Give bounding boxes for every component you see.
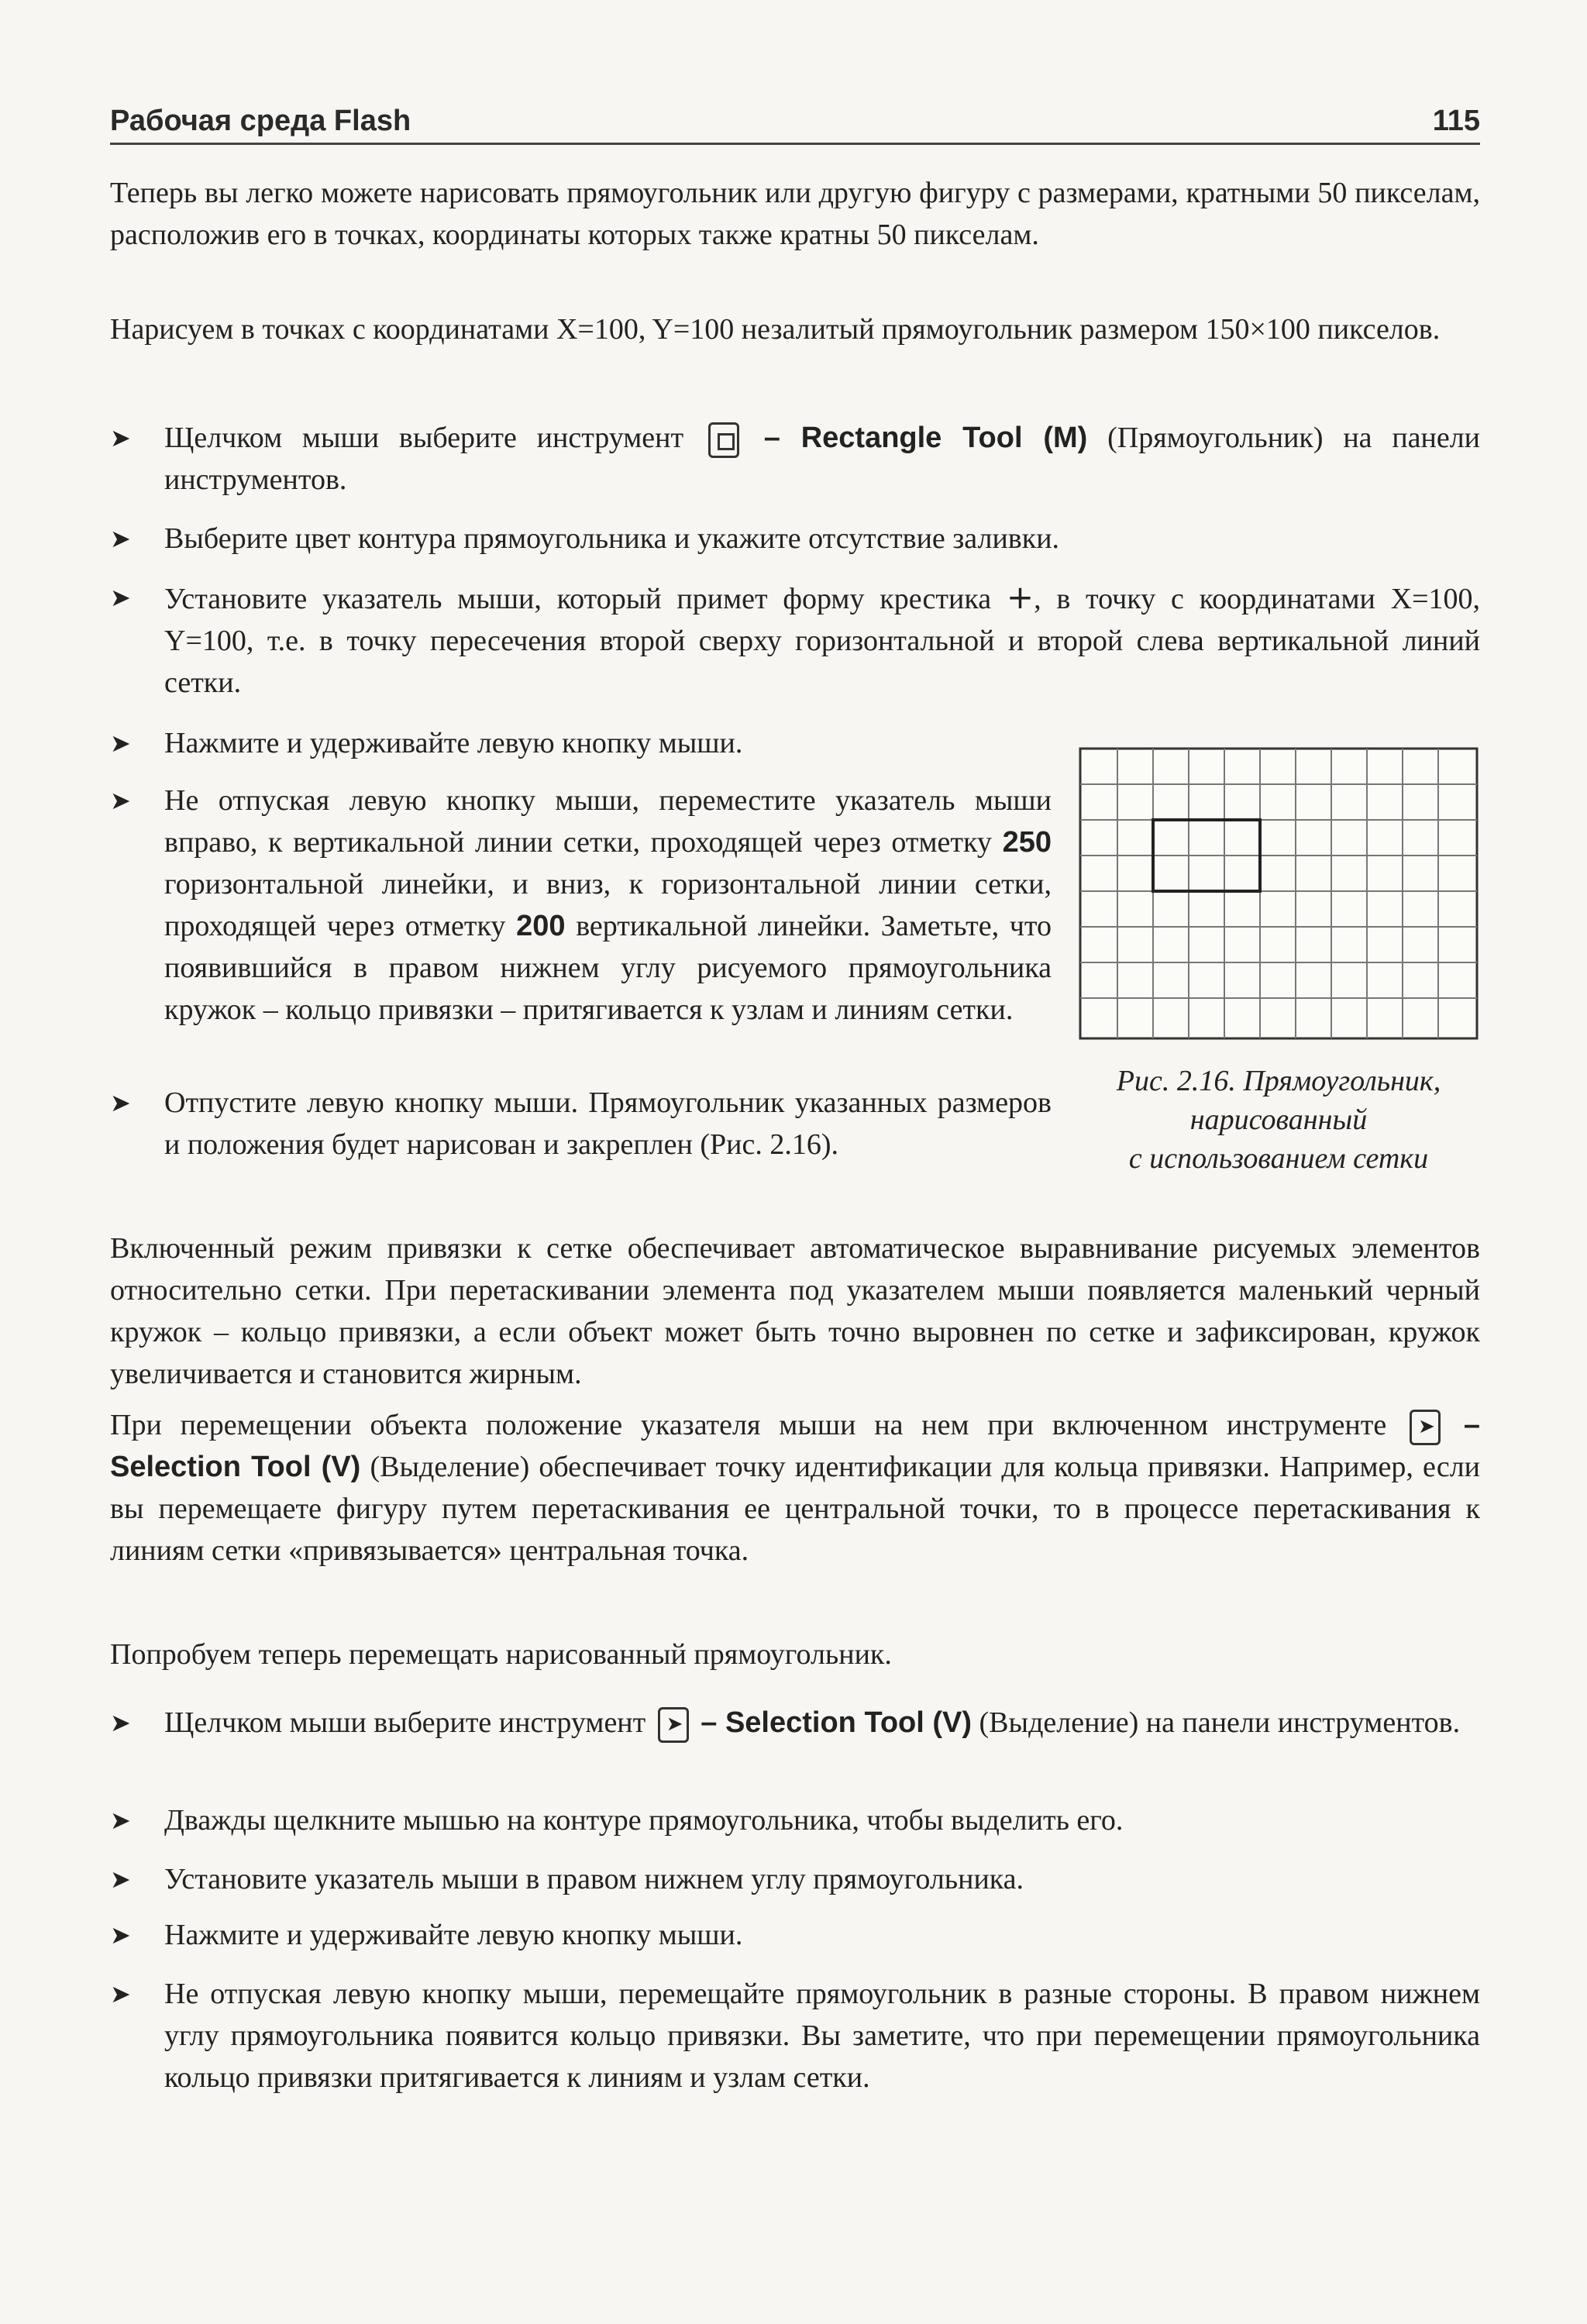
step-text: Установите указатель мыши в правом нижнем углу прямоугольника. — [164, 1863, 1024, 1895]
list-item — [110, 518, 1480, 559]
crosshair-icon: + — [1006, 578, 1034, 616]
selection-tool-icon: ➤ — [1410, 1410, 1441, 1445]
step-text: Дважды щелкните мышью на контуре прямоугольника, чтобы выделить его. — [164, 1804, 1124, 1837]
step-text: Отпустите левую кнопку мыши. Прямоугольник указанных размеров и положения будет нарисован и закреплен (Рис. 2.16). — [164, 1086, 1052, 1161]
selection-tool-icon: ➤ — [658, 1707, 689, 1743]
paragraph-task: Нарисуем в точках с координатами X=100, Y=100 незалитый прямоугольник размером 150×100 пикселов. — [110, 313, 1441, 346]
list-item — [110, 1082, 1052, 1165]
grid-border — [1080, 749, 1477, 1038]
caption-line: нарисованный — [1189, 1103, 1368, 1136]
page-number: 115 — [1432, 105, 1480, 137]
bullet-arrow-icon: ➤ — [110, 1920, 131, 1950]
ruler-mark: 250 — [1002, 826, 1052, 859]
tool-name: – Selection Tool (V) — [110, 1409, 1480, 1483]
bullet-arrow-icon: ➤ — [110, 786, 131, 815]
bullet-arrow-icon: ➤ — [110, 1088, 131, 1117]
step-text: Выберите цвет контура прямоугольника и укажите отсутствие заливки. — [164, 522, 1060, 555]
bullet-arrow-icon: ➤ — [110, 1864, 131, 1894]
list-item — [110, 1973, 1480, 2098]
list-item — [110, 577, 1480, 704]
caption-line: Рис. 2.16. Прямоугольник, — [1116, 1065, 1441, 1097]
running-header — [110, 99, 1480, 145]
bullet-arrow-icon: ➤ — [110, 1979, 131, 2009]
list-item — [110, 417, 1480, 501]
tool-name: – Selection Tool (V) — [701, 1706, 973, 1739]
bullet-arrow-icon: ➤ — [110, 423, 131, 453]
list-item — [110, 1914, 1480, 1956]
step-text: Нажмите и удерживайте левую кнопку мыши. — [164, 727, 743, 759]
tool-name: – Rectangle Tool (M) — [763, 422, 1088, 454]
paragraph-snap: Включенный режим привязки к сетке обеспечивает автоматическое выравнивание рисуемых элементов относительно сетки. При перетаскивании элемента под указателем мыши появляется маленький черный кружок – кольцо привязки, а если объект может быть точно выровнен по сетке и зафиксирован, кружок увеличивается и становится жирным. — [110, 1232, 1480, 1390]
paragraph-try: Попробуем теперь перемещать нарисованный прямоугольник. — [110, 1638, 892, 1671]
bullet-arrow-icon: ➤ — [110, 1806, 131, 1835]
bullet-arrow-icon: ➤ — [110, 728, 131, 758]
list-item — [110, 1799, 1480, 1841]
bullet-arrow-icon: ➤ — [110, 524, 131, 553]
step-text: , в точку с координатами X=100, Y=100, т.е. в точку пересечения второй сверху горизонтальной и второй слева вертикальной линий сетки. — [164, 583, 1481, 699]
bullet-arrow-icon: ➤ — [110, 583, 131, 612]
step-text: (Прямоугольник) на панели инструментов. — [164, 422, 1481, 496]
paragraph-text: При перемещении объекта положение указателя мыши на нем при включенном инструменте — [110, 1409, 1387, 1441]
step-text: Не отпуская левую кнопку мыши, переместите указатель мыши вправо, к вертикальной линии сетки, проходящей через отметку — [164, 784, 1052, 859]
step-text: Установите указатель мыши, который примет форму крестика — [164, 583, 992, 615]
step-text: горизонтальной линейки, и вниз, к горизонтальной линии сетки, проходящей через отметку — [164, 868, 1052, 942]
paragraph-selection — [110, 1404, 1480, 1572]
step-text: вертикальной линейки. Заметьте, что появившийся в правом нижнем углу рисуемого прямоугольника кружок – кольцо привязки – притягивается к узлам и линиям сетки. — [164, 910, 1052, 1026]
step-text: Нажмите и удерживайте левую кнопку мыши. — [164, 1919, 743, 1951]
caption-line: с использованием сетки — [1128, 1142, 1429, 1175]
list-item — [110, 1858, 1480, 1900]
paragraph-intro: Теперь вы легко можете нарисовать прямоугольник или другую фигуру с размерами, кратными 50 пикселам, расположив его в точках, координаты которых также кратны 50 пикселам. — [110, 177, 1480, 251]
header-title: Рабочая среда Flash — [110, 105, 411, 137]
step-text: (Выделение) на панели инструментов. — [979, 1706, 1461, 1739]
list-item — [110, 780, 1052, 1031]
bullet-arrow-icon: ➤ — [110, 1708, 131, 1737]
list-item — [110, 722, 1052, 764]
step-text: Щелчком мыши выберите инструмент — [164, 1706, 646, 1739]
rectangle-tool-icon — [708, 422, 739, 458]
ruler-mark: 200 — [516, 910, 566, 942]
paragraph-text: (Выделение) обеспечивает точку идентификации для кольца привязки. Например, если вы перемещаете фигуру путем перетаскивания ее центральной точки, то в процессе перетаскивания к линиям сетки «привязывается» центральная точка. — [110, 1451, 1481, 1567]
figure-caption — [1063, 1062, 1494, 1178]
step-text: Не отпуская левую кнопку мыши, перемещайте прямоугольник в разные стороны. В правом нижнем углу прямоугольника появится кольцо привязки. Вы заметите, что при перемещении прямоугольника кольцо привязки притягивается к линиям и узлам сетки. — [164, 1978, 1480, 2094]
list-item — [110, 1702, 1480, 1744]
grid-figure — [1079, 747, 1479, 1040]
step-text: Щелчком мыши выберите инструмент — [164, 422, 684, 454]
